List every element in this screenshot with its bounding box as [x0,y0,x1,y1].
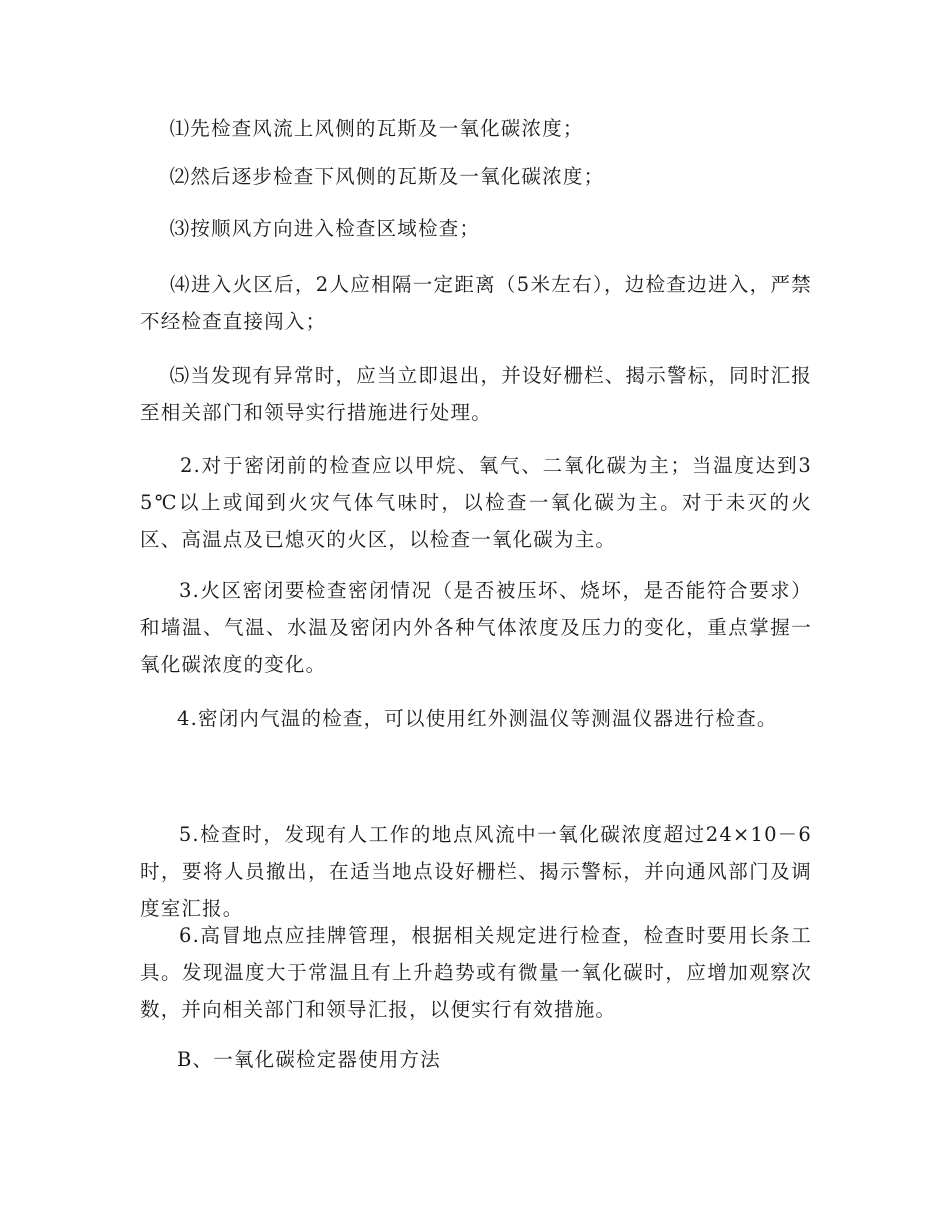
paragraph-step-2: ⑵然后逐步检查下风侧的瓦斯及一氧化碳浓度； [140,165,605,188]
paragraph-step-5: ⑸当发现有异常时，应当立即退出，并设好栅栏、揭示警标，同时汇报至相关部门和领导实行措施进行处理。 [140,364,812,424]
paragraph-step-4: ⑷进入火区后，2人应相隔一定距离（5米左右），边检查边进入，严禁不经检查直接闯入； [140,273,812,333]
paragraph-step-3: ⑶按顺风方向进入检查区域检查； [140,217,481,240]
paragraph-step-1: ⑴先检查风流上风侧的瓦斯及一氧化碳浓度； [140,117,584,140]
paragraph-item-2: 2.对于密闭前的检查应以甲烷、氧气、二氧化碳为主；当温度达到35℃以上或闻到火灾气体气味时，以检查一氧化碳为主。对于未灭的火区、高温点及已熄灭的火区，以检查一氧化碳为主。 [140,454,812,551]
paragraph-item-4: 4.密闭内气温的检查，可以使用红外测温仪等测温仪器进行检查。 [140,707,778,730]
paragraph-item-5: 5.检查时，发现有人工作的地点风流中一氧化碳浓度超过24×10－6时，要将人员撤出，在适当地点设好栅栏、揭示警标，并向通风部门及调度室汇报。 [140,823,812,920]
section-heading-b: B、一氧化碳检定器使用方法 [140,1048,441,1071]
paragraph-item-3: 3.火区密闭要检查密闭情况（是否被压坏、烧坏，是否能符合要求）和墙温、气温、水温及密闭内外各种气体浓度及压力的变化，重点掌握一氧化碳浓度的变化。 [140,579,812,676]
paragraph-item-6: 6.高冒地点应挂牌管理，根据相关规定进行检查，检查时要用长条工具。发现温度大于常温且有上升趋势或有微量一氧化碳时，应增加观察次数，并向相关部门和领导汇报，以便实行有效措施。 [140,924,812,1021]
